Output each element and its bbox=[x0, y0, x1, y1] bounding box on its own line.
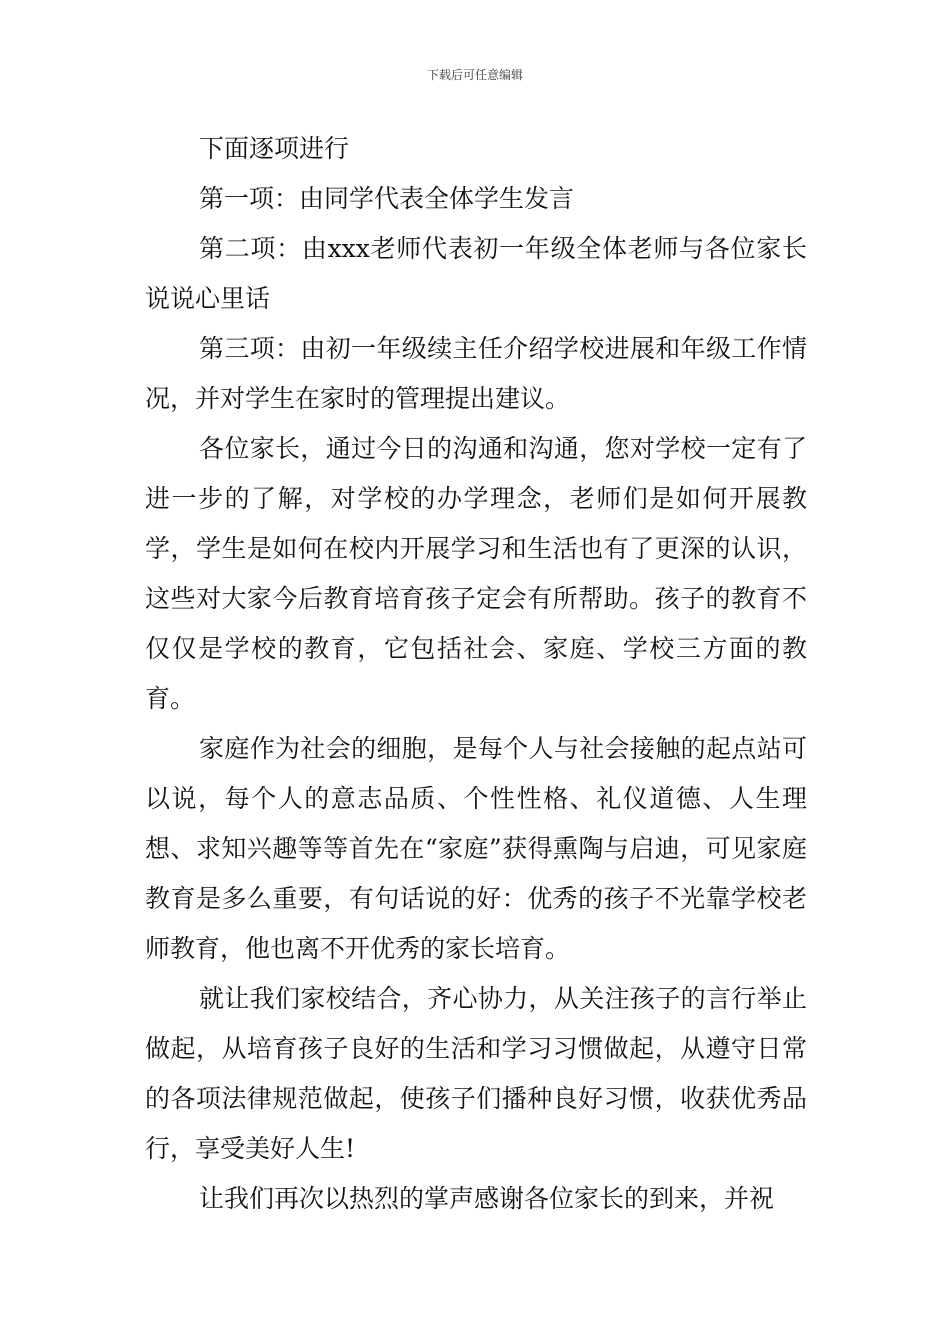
paragraph-family-education: 家庭作为社会的细胞，是每个人与社会接触的起点站可以说，每个人的意志品质、个性性格、礼仪道德、人生理想、求知兴趣等等首先在“家庭”获得熏陶与启迪，可见家庭教育是多么重要，有句话说的好：优秀的孩子不光靠学校老师教育，他也离不开优秀的家长培育。 bbox=[145, 734, 807, 963]
document-body bbox=[145, 124, 807, 1224]
paragraph-item-1: 第一项：由同学代表全体学生发言 bbox=[199, 184, 575, 213]
paragraph-item-2: 第二项：由xxx老师代表初一年级全体老师与各位家长说说心里话 bbox=[145, 234, 807, 313]
paragraph-item-3: 第三项：由初一年级续主任介绍学校进展和年级工作情况，并对学生在家时的管理提出建议。 bbox=[145, 334, 807, 413]
paragraph-cooperation: 就让我们家校结合，齐心协力，从关注孩子的言行举止做起，从培育孩子良好的生活和学习习惯做起，从遵守日常的各项法律规范做起，使孩子们播种良好习惯，收获优秀品行，享受美好人生! bbox=[145, 984, 807, 1163]
page-header: 下载后可任意编辑 bbox=[426, 68, 523, 82]
paragraph-parents-address: 各位家长，通过今日的沟通和沟通，您对学校一定有了进一步的了解，对学校的办学理念，老师们是如何开展教学，学生是如何在校内开展学习和生活也有了更深的认识，这些对大家今后教育培育孩子定会有所帮助。孩子的教育不仅仅是学校的教育，它包括社会、家庭、学校三方面的教育。 bbox=[145, 434, 807, 713]
paragraph-intro: 下面逐项进行 bbox=[199, 134, 350, 163]
paragraph-closing: 让我们再次以热烈的掌声感谢各位家长的到来，并祝 bbox=[199, 1184, 775, 1213]
